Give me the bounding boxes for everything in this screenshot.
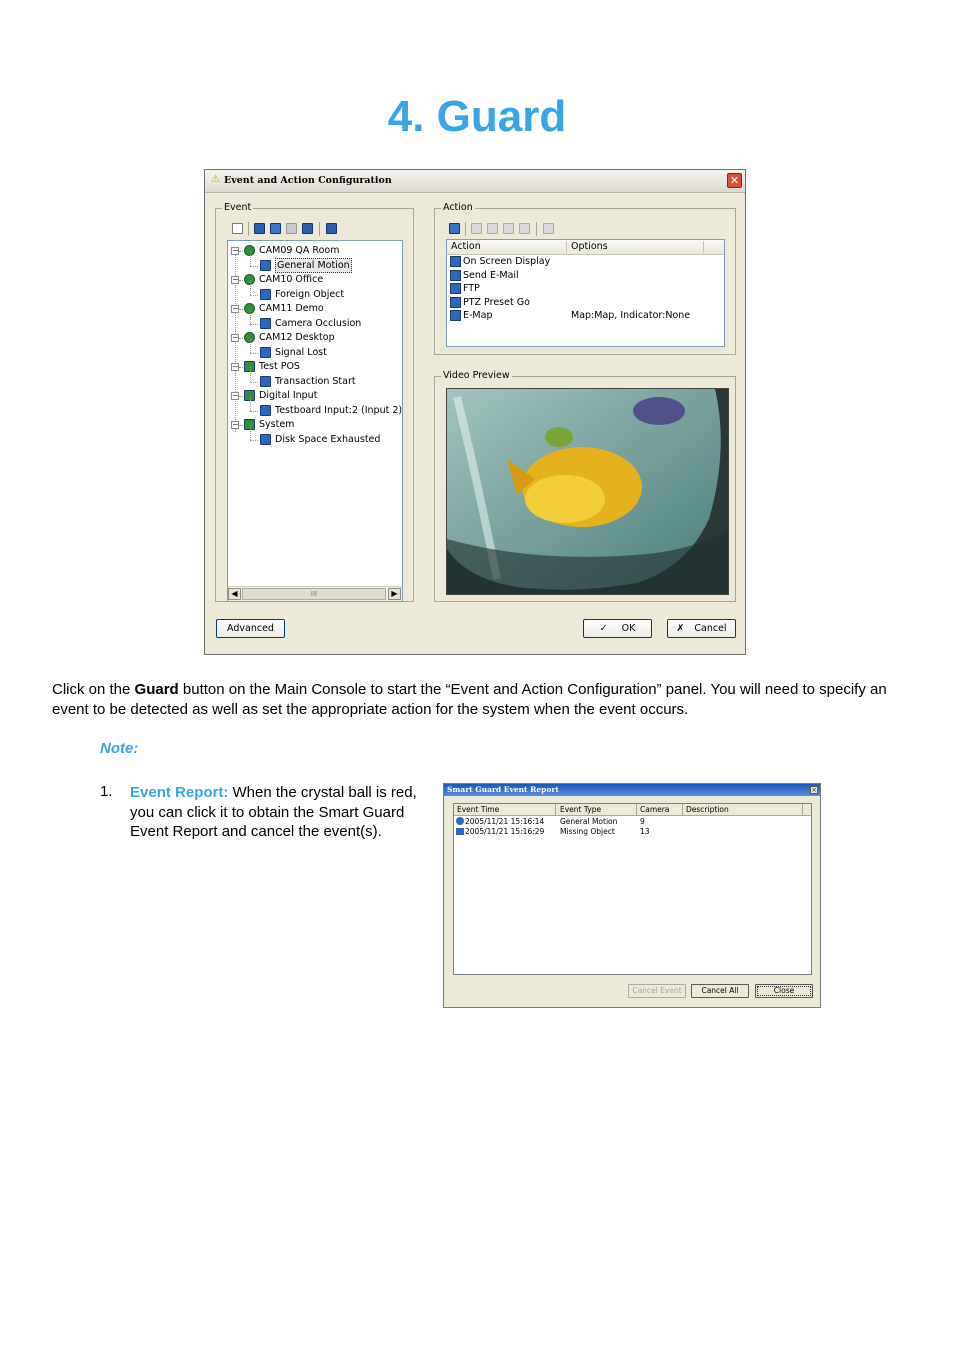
tree-node-label: Foreign Object (275, 288, 345, 300)
collapse-toggle-icon[interactable]: − (232, 333, 239, 342)
report-title: Smart Guard Event Report (447, 785, 559, 794)
action-row[interactable] (449, 309, 721, 322)
warning-icon: ⚠ (211, 174, 220, 185)
event-group (215, 202, 414, 602)
save-event-icon[interactable] (326, 223, 337, 234)
edit-action-icon[interactable] (519, 223, 530, 234)
event-action-dialog (204, 169, 746, 655)
delete-action-icon[interactable] (471, 223, 482, 234)
row-time: 2005/11/21 15:16:14 (465, 817, 545, 826)
column-camera[interactable]: Camera (640, 805, 670, 814)
scroll-right-arrow-icon[interactable]: ▶ (388, 588, 401, 600)
collapse-toggle-icon[interactable]: − (232, 391, 239, 400)
tree-node-label: CAM11 Demo (259, 303, 324, 314)
tree-event-node[interactable] (228, 404, 403, 417)
delete-event-icon[interactable] (254, 223, 265, 234)
dialog-titlebar[interactable] (205, 170, 745, 193)
cancel-button-label: Cancel (694, 623, 727, 634)
tree-group-node[interactable] (228, 360, 400, 373)
event-report-dialog (443, 783, 821, 1008)
event-group-legend: Event (224, 202, 252, 213)
action-row[interactable] (449, 296, 721, 309)
collapse-toggle-icon[interactable]: − (232, 246, 239, 255)
tree-horizontal-scrollbar[interactable] (228, 586, 402, 601)
tree-node-label: Transaction Start (275, 375, 356, 387)
input-icon (260, 405, 271, 416)
action-name: On Screen Display (463, 256, 551, 267)
tree-node-label: Testboard Input:2 (Input 2) (275, 404, 403, 416)
row-camera: 13 (640, 827, 650, 836)
tree-node-label: CAM12 Desktop (259, 332, 335, 343)
action-name: PTZ Preset Go (463, 296, 530, 308)
email-icon (450, 270, 461, 281)
crystal-ball-icon (456, 817, 464, 825)
collapse-toggle-icon[interactable]: − (232, 420, 239, 429)
action-row[interactable] (449, 282, 721, 295)
column-options[interactable]: Options (571, 241, 608, 252)
camera-occlusion-icon (260, 318, 271, 329)
export-event-icon[interactable] (302, 223, 313, 234)
aquarium-fish-image (447, 389, 728, 594)
copy-action-icon[interactable] (487, 223, 498, 234)
tree-event-node[interactable] (228, 375, 400, 388)
action-group (434, 202, 736, 355)
row-time: 2005/11/21 15:16:29 (465, 827, 545, 836)
report-titlebar[interactable] (444, 784, 820, 796)
action-name: E-Map (463, 310, 493, 322)
action-name: Send E-Mail (463, 269, 519, 281)
scroll-left-arrow-icon[interactable]: ◀ (228, 588, 241, 600)
tree-node-label: CAM10 Office (259, 274, 324, 285)
report-row[interactable] (456, 827, 806, 837)
ok-button-label: OK (621, 623, 636, 634)
close-button[interactable] (727, 173, 742, 188)
report-row[interactable] (456, 817, 806, 827)
tree-group-node[interactable] (228, 418, 400, 431)
advanced-button[interactable] (216, 619, 285, 638)
action-row[interactable] (449, 255, 721, 268)
cancel-event-button[interactable] (628, 984, 686, 998)
tree-event-node[interactable] (228, 259, 400, 272)
tree-group-node[interactable] (228, 244, 400, 257)
new-action-icon[interactable] (449, 223, 460, 234)
tree-group-node[interactable] (228, 389, 400, 402)
video-preview-legend: Video Preview (443, 370, 510, 381)
tree-node-label: Digital Input (259, 390, 318, 401)
tree-node-label: CAM09 QA Room (259, 245, 340, 256)
tree-group-node[interactable] (228, 331, 400, 344)
action-list-header (447, 240, 724, 255)
event-report-description: When the crystal ball is red, you can click it to obtain the Smart Guard Event Report and cancel the event(s). (130, 784, 417, 840)
tree-node-label: Test POS (259, 361, 300, 372)
tree-node-label: Disk Space Exhausted (275, 433, 381, 445)
ftp-icon (450, 283, 461, 294)
action-name: FTP (463, 283, 480, 295)
column-description[interactable]: Description (686, 805, 729, 814)
video-preview-group (434, 370, 736, 602)
emap-icon (450, 310, 461, 321)
report-close-icon[interactable]: × (811, 786, 817, 794)
intro-text-end: button on the Main Console to start the “Event and Action Configuration” panel. You will need to specify an event to be detected as well as set the appropriate action for the system when the event occurs. (52, 681, 887, 718)
missing-object-icon (456, 828, 464, 835)
monitor-icon (450, 256, 461, 267)
collapse-toggle-icon[interactable]: − (232, 275, 239, 284)
advanced-button-label: Advanced (227, 623, 274, 634)
transaction-icon (260, 376, 271, 387)
test-action-icon[interactable] (543, 223, 554, 234)
disk-icon (260, 434, 271, 445)
copy-event-icon[interactable] (270, 223, 281, 234)
row-type: General Motion (560, 817, 618, 826)
dialog-title: Event and Action Configuration (224, 175, 392, 186)
ptz-icon (450, 297, 461, 308)
row-type: Missing Object (560, 827, 615, 836)
ok-button[interactable] (583, 619, 652, 638)
tree-event-node[interactable] (228, 288, 400, 301)
action-list[interactable] (446, 239, 725, 347)
page-title: 4. Guard (387, 92, 567, 141)
paste-action-icon[interactable] (503, 223, 514, 234)
event-tree[interactable] (227, 240, 403, 602)
action-row[interactable] (449, 269, 721, 282)
tree-node-label: Camera Occlusion (275, 317, 362, 329)
foreign-object-icon (260, 289, 271, 300)
new-event-icon[interactable] (232, 223, 243, 234)
intro-paragraph (52, 680, 912, 719)
intro-text-start: Click on the (52, 681, 135, 698)
checkmark-icon: ✓ (599, 623, 608, 634)
cancel-event-label: Cancel Event (632, 986, 682, 995)
general-motion-icon (260, 260, 271, 271)
tree-group-node[interactable] (228, 273, 400, 286)
video-preview-image (446, 388, 729, 595)
tree-event-node[interactable] (228, 317, 400, 330)
list-item-text (130, 783, 420, 842)
tree-event-node[interactable] (228, 433, 400, 446)
report-event-list[interactable] (453, 803, 812, 975)
column-action[interactable]: Action (451, 241, 481, 252)
row-camera: 9 (640, 817, 645, 826)
collapse-toggle-icon[interactable]: − (232, 362, 239, 371)
signal-lost-icon (260, 347, 271, 358)
action-group-legend: Action (443, 202, 473, 213)
tree-node-label: General Motion (277, 259, 350, 271)
cancel-all-label: Cancel All (701, 986, 739, 995)
cancel-all-button[interactable] (691, 984, 749, 998)
close-icon: ✕ (729, 174, 740, 187)
action-options: Map:Map, Indicator:None (571, 310, 691, 322)
paste-event-icon[interactable] (286, 223, 297, 234)
guard-keyword: Guard (134, 681, 179, 698)
report-list-header (454, 804, 811, 816)
note-label: Note: (100, 740, 139, 757)
event-report-term: Event Report: (130, 784, 229, 801)
report-close-label: Close (773, 986, 795, 995)
tree-node-label: System (259, 419, 295, 430)
column-event-time[interactable]: Event Time (457, 805, 500, 814)
x-icon: ✗ (676, 623, 685, 634)
collapse-toggle-icon[interactable]: − (232, 304, 239, 313)
tree-event-node[interactable] (228, 346, 400, 359)
report-close-button[interactable] (755, 984, 813, 998)
list-number: 1. (100, 783, 113, 800)
column-event-type[interactable]: Event Type (560, 805, 602, 814)
tree-node-label: Signal Lost (275, 346, 327, 358)
cancel-button[interactable] (667, 619, 736, 638)
tree-group-node[interactable] (228, 302, 400, 315)
scroll-thumb[interactable]: III (242, 588, 386, 600)
